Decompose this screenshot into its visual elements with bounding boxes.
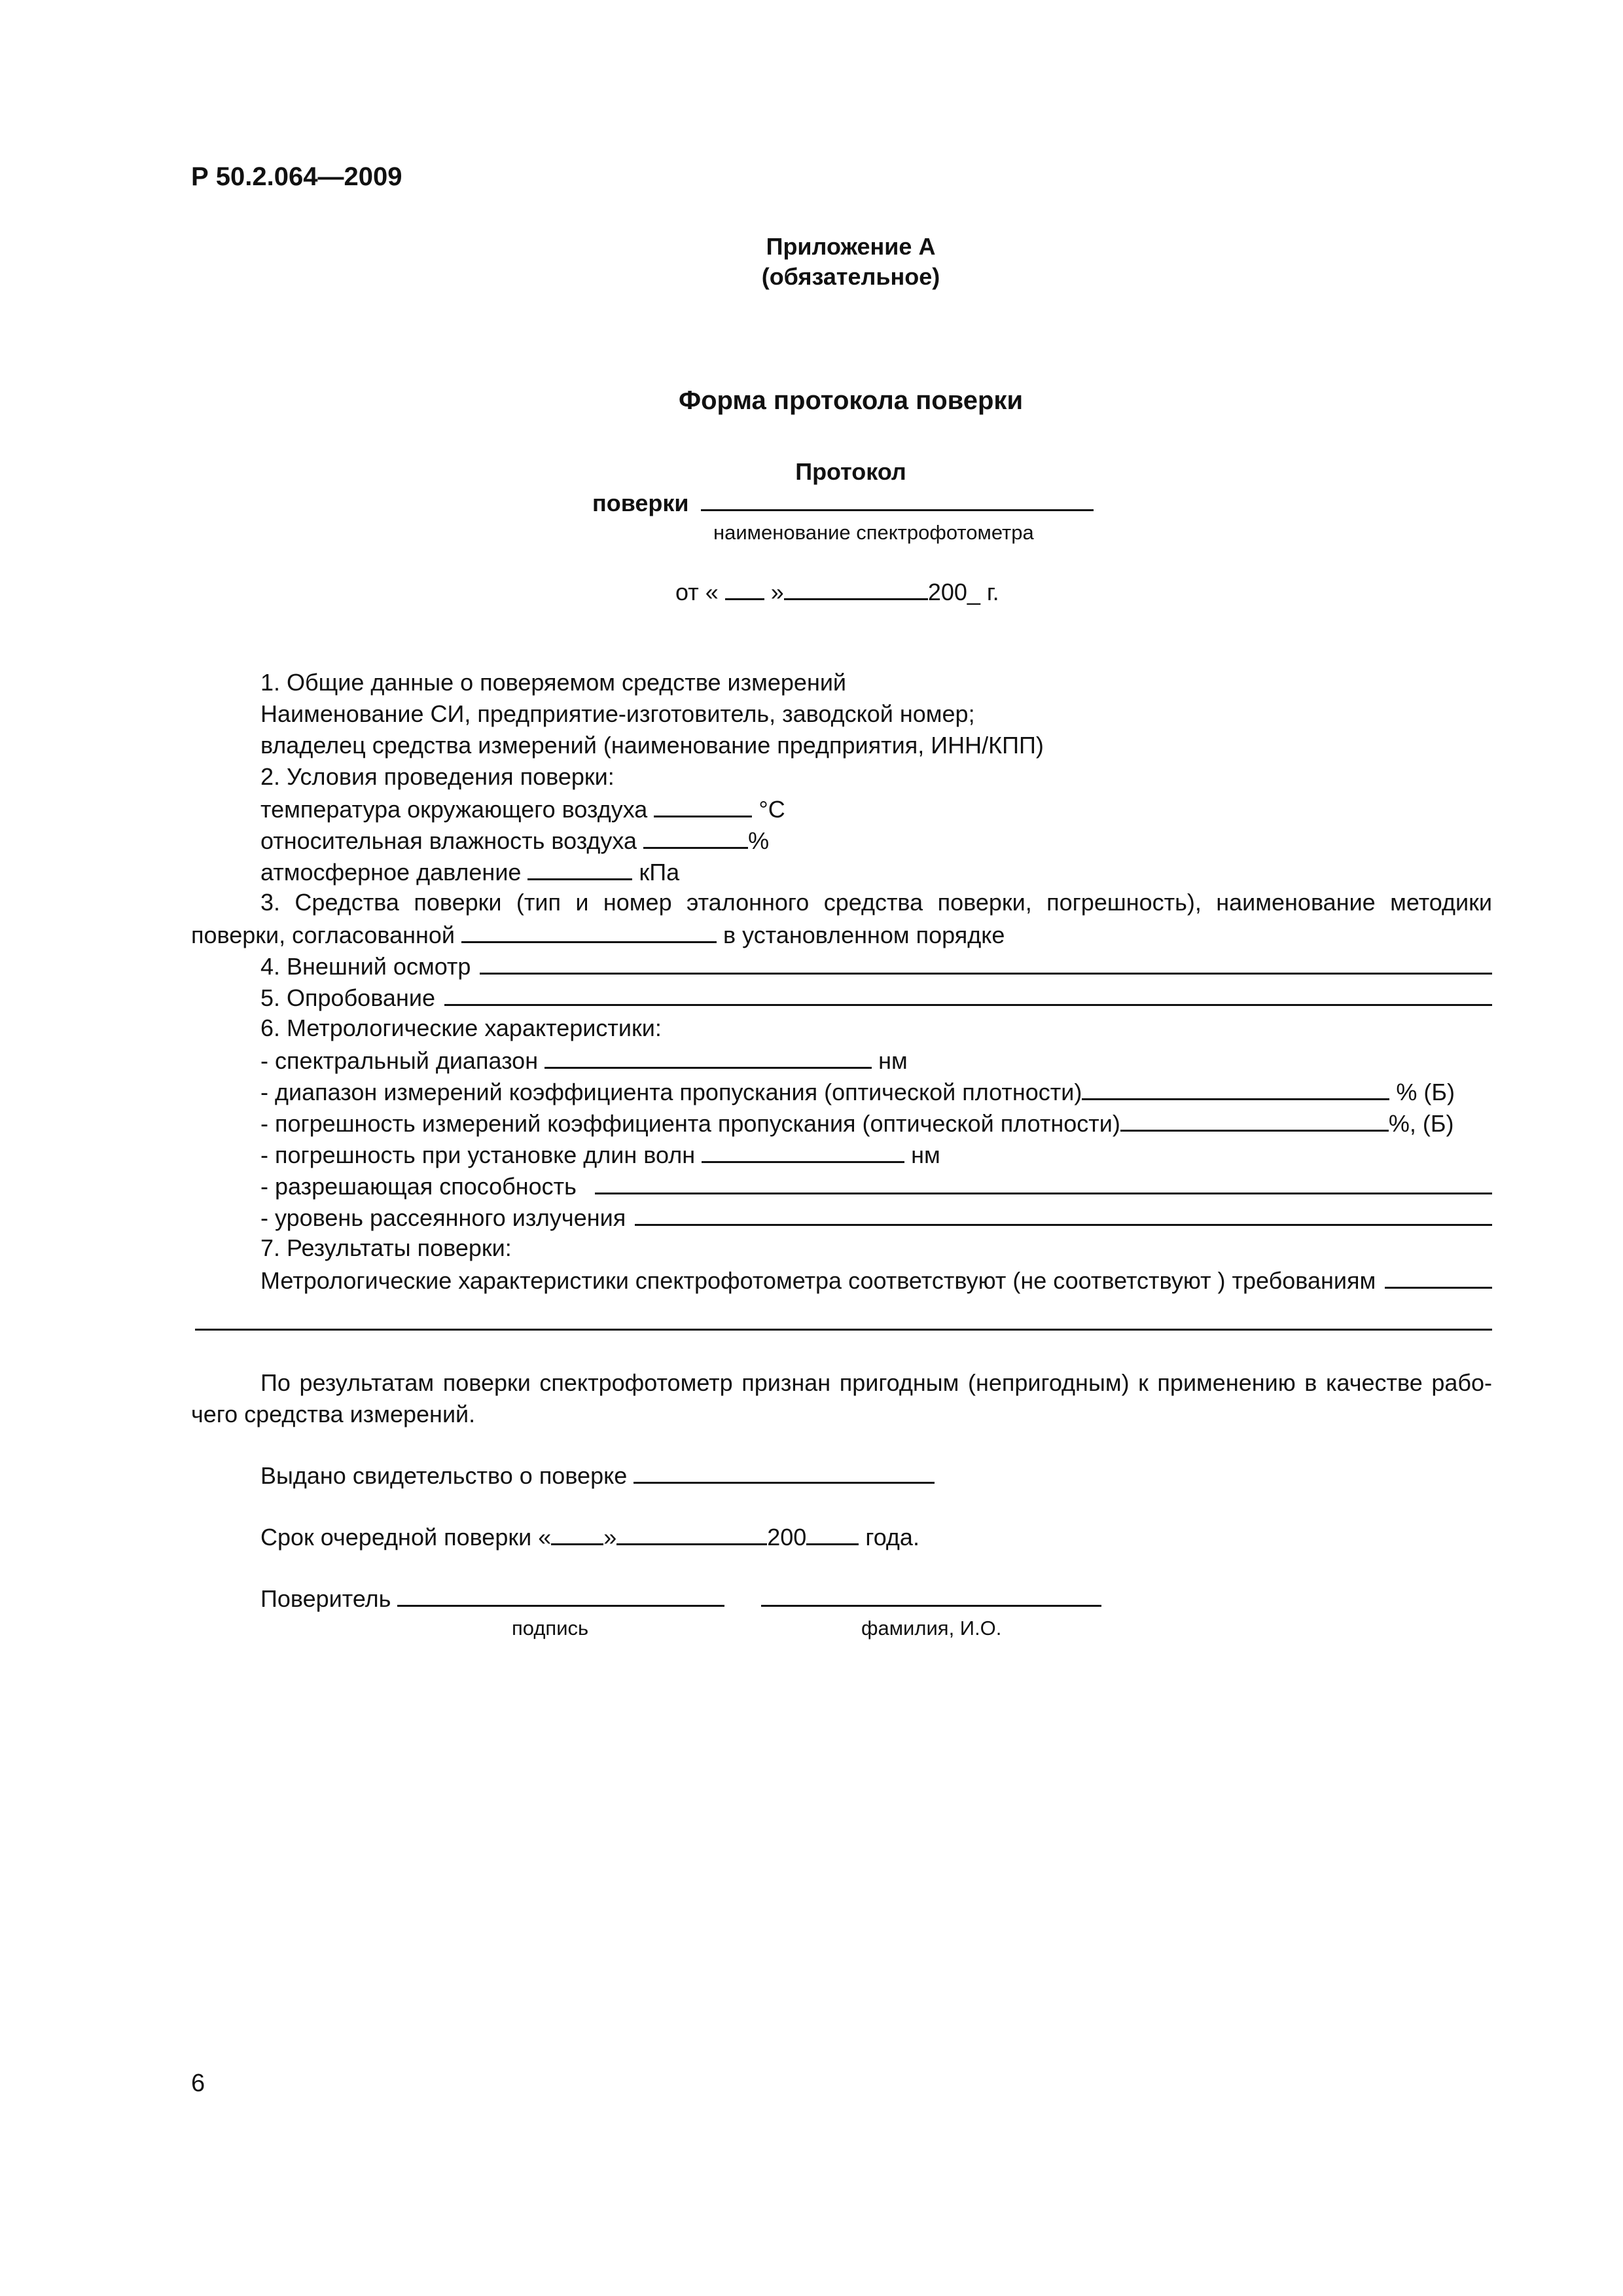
verifier-row: Поверитель <box>260 1584 1101 1613</box>
conclusion-line2: чего средства измерений. <box>191 1401 476 1427</box>
protocol-title: Протокол <box>795 458 906 485</box>
s4-row: 4. Внешний осмотр <box>260 952 1492 980</box>
s6-error-row: - погрешность измерений коэффициента пропускания (оптической плотности) %, (Б) <box>260 1110 1454 1137</box>
pressure-blank[interactable] <box>527 857 632 880</box>
next-verification-row: Срок очередной поверки « » 200 года. <box>260 1524 919 1551</box>
appendix-title: Приложение А <box>766 233 936 260</box>
certificate-blank[interactable] <box>633 1461 935 1484</box>
s5-row: 5. Опробование <box>260 983 1492 1012</box>
method-blank[interactable] <box>461 920 717 943</box>
date-day-blank[interactable] <box>725 577 764 600</box>
signature-blank[interactable] <box>397 1584 724 1607</box>
appendix-subtitle: (обязательное) <box>761 263 940 290</box>
certificate-row: Выдано свидетельство о поверке <box>260 1461 935 1490</box>
device-name-blank[interactable] <box>701 488 1094 511</box>
resolution-blank[interactable] <box>595 1172 1492 1194</box>
inspection-blank[interactable] <box>480 952 1492 975</box>
next-month-blank[interactable] <box>616 1522 767 1545</box>
name-caption: фамилия, И.О. <box>861 1617 1002 1640</box>
s7-row: Метрологические характеристики спектрофотометра соответствуют (не соответствуют ) требованиям <box>260 1266 1492 1295</box>
date-month-blank[interactable] <box>784 577 928 600</box>
temp-blank[interactable] <box>654 795 752 817</box>
s6-resolution-row: - разрешающая способность <box>260 1172 1492 1200</box>
spectral-range-blank[interactable] <box>544 1046 872 1069</box>
protocol-line-caption: наименование спектрофотометра <box>713 521 1034 544</box>
s6-scatter-row: - уровень рассеянного излучения <box>260 1203 1492 1232</box>
s1-line2: владелец средства измерений (наименование предприятия, ИНН/КПП) <box>260 732 1044 759</box>
wavelength-error-blank[interactable] <box>702 1140 904 1163</box>
conclusion-line1: По результатам поверки спектрофотометр признан пригодным (непригодным) к применению в качестве рабо- <box>260 1369 1492 1396</box>
name-blank[interactable] <box>761 1584 1101 1607</box>
s2-temp-row: температура окружающего воздуха °С <box>260 796 785 823</box>
s3-line2: поверки, согласованной в установленном порядке <box>191 922 1005 948</box>
protocol-line-label: поверки <box>592 490 689 516</box>
doc-code: Р 50.2.064—2009 <box>191 162 402 191</box>
s2-pressure-row: атмосферное давление кПа <box>260 859 680 886</box>
page-number: 6 <box>191 2070 205 2097</box>
requirements-blank-line2[interactable] <box>195 1329 1492 1331</box>
s6-meas-range-row: - диапазон измерений коэффициента пропускания (оптической плотности) % (Б) <box>260 1079 1455 1105</box>
s1-line1: Наименование СИ, предприятие-изготовитель, заводской номер; <box>260 700 975 727</box>
s2-title: 2. Условия проведения поверки: <box>260 763 615 790</box>
s7-title: 7. Результаты поверки: <box>260 1234 512 1261</box>
transmission-error-blank[interactable] <box>1120 1109 1389 1132</box>
requirements-blank[interactable] <box>1385 1266 1492 1289</box>
testing-blank[interactable] <box>444 983 1492 1006</box>
s6-wavelength-row: - погрешность при установке длин волн нм <box>260 1141 940 1168</box>
form-title: Форма протокола поверки <box>678 386 1024 415</box>
s6-range-row: - спектральный диапазон нм <box>260 1047 908 1074</box>
s6-title: 6. Метрологические характеристики: <box>260 1014 662 1041</box>
protocol-line <box>592 488 1094 517</box>
s2-humidity-row: относительная влажность воздуха % <box>260 827 770 854</box>
next-day-blank[interactable] <box>551 1522 603 1545</box>
s1-title: 1. Общие данные о поверяемом средстве измерений <box>260 669 847 696</box>
humidity-blank[interactable] <box>643 826 748 849</box>
scattered-light-blank[interactable] <box>635 1203 1492 1226</box>
transmission-range-blank[interactable] <box>1082 1077 1389 1100</box>
s3-line1: 3. Средства поверки (тип и номер эталонного средства поверки, погрешность), наименование методики <box>260 889 1492 916</box>
next-year-blank[interactable] <box>806 1522 859 1545</box>
signature-caption: подпись <box>512 1617 589 1640</box>
protocol-date: от « » 200_ г. <box>675 579 999 605</box>
